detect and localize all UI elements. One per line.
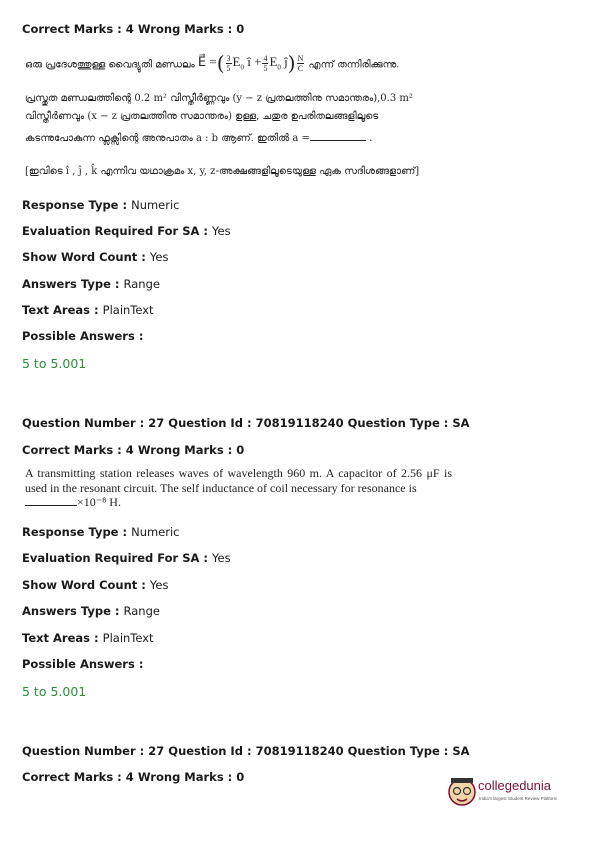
- question-type-value: SA: [452, 744, 470, 758]
- text-areas-line: [22, 303, 154, 317]
- electric-field-formula: E⃗ =( $\frac{3}{5}$ $E_0$ î + $\frac{4}{5}$ $E_0$ ĵ) $\frac{N}{C}$: [197, 51, 304, 76]
- wrong-marks-label: Wrong Marks :: [137, 22, 233, 36]
- evaluation-required-label: Evaluation Required For SA :: [22, 224, 209, 238]
- response-type-line: [22, 525, 180, 539]
- question-header-27: [22, 744, 470, 758]
- question-line-4-text: കടന്നുപോകുന്ന ഫ്ലക്സിന്റെ അനുപാതം a : b ആണ്. ഇതിൽ a =: [25, 133, 310, 144]
- response-type-label: Response Type :: [22, 525, 128, 539]
- evaluation-required-value: Yes: [212, 224, 231, 238]
- wrong-marks-label: Wrong Marks :: [137, 443, 233, 457]
- question-number-value: 27: [148, 744, 165, 758]
- answer-blank: [310, 130, 366, 141]
- question-line-2: പ്രസ്തുത മണ്ഡലത്തിന്റെ 0.2 m² വിസ്തീർണ്ണവും (y − z പ്രതലത്തിനു സമാന്തരം),0.3 m²: [25, 93, 413, 104]
- answers-type-value: Range: [123, 277, 160, 291]
- possible-answers-label: Possible Answers :: [22, 329, 144, 343]
- answers-type-line: [22, 277, 160, 291]
- question-type-label: Question Type :: [347, 416, 449, 430]
- answers-type-label: Answers Type :: [22, 277, 120, 291]
- possible-answers-value: 5 to 5.001: [22, 684, 87, 699]
- question-number-label: Question Number :: [22, 416, 145, 430]
- show-word-count-label: Show Word Count :: [22, 578, 146, 592]
- answers-type-line: [22, 604, 160, 618]
- show-word-count-line: [22, 250, 169, 264]
- question-id-label: Question Id :: [168, 416, 252, 430]
- marks-line-3: [22, 770, 244, 784]
- question-number-label: Question Number :: [22, 744, 145, 758]
- wrong-marks-value: 0: [236, 22, 245, 36]
- wrong-marks-label: Wrong Marks :: [137, 770, 233, 784]
- text-areas-label: Text Areas :: [22, 303, 99, 317]
- question-text-part-2: എന്ന് തന്നിരിക്കുന്നു.: [308, 59, 400, 71]
- question-header-27: [22, 416, 470, 430]
- question-text-part-1: ഒരു പ്രദേശത്തുള്ള വൈദ്യുതി മണ്ഡലം: [25, 59, 195, 71]
- question-number-value: 27: [148, 416, 165, 430]
- correct-marks-value: 4: [125, 770, 134, 784]
- evaluation-required-label: Evaluation Required For SA :: [22, 551, 209, 565]
- response-type-label: Response Type :: [22, 198, 128, 212]
- correct-marks-label: Correct Marks :: [22, 22, 122, 36]
- evaluation-required-value: Yes: [212, 551, 231, 565]
- question-line-3: വിസ്തീർണവും (x − z പ്രതലത്തിനു സമാന്തരം) ഉള്ള, ചതുര ഉപരിതലങ്ങളിലൂടെ: [25, 111, 379, 122]
- marks-line-1: [22, 22, 244, 36]
- question-line-1: [25, 44, 399, 80]
- answer-blank: [25, 495, 77, 506]
- correct-marks-label: Correct Marks :: [22, 770, 122, 784]
- text-areas-line: [22, 631, 154, 645]
- question-id-value: 70819118240: [255, 744, 344, 758]
- wrong-marks-value: 0: [236, 443, 245, 457]
- show-word-count-label: Show Word Count :: [22, 250, 146, 264]
- evaluation-required-line: [22, 224, 231, 238]
- text-areas-value: PlainText: [102, 631, 154, 645]
- text-areas-value: PlainText: [102, 303, 154, 317]
- wrong-marks-value: 0: [236, 770, 245, 784]
- evaluation-required-line: [22, 551, 231, 565]
- question-note: [ഇവിടെ î , ĵ , k̂ എന്നിവ യഥാക്രമം x, y, z-അക്ഷങ്ങളിലൂടെയുള്ള ഏക സദിശങ്ങളാണ്]: [25, 166, 420, 177]
- correct-marks-value: 4: [125, 22, 134, 36]
- answers-type-value: Range: [123, 604, 160, 618]
- question-id-value: 70819118240: [255, 416, 344, 430]
- response-type-value: Numeric: [131, 525, 180, 539]
- correct-marks-label: Correct Marks :: [22, 443, 122, 457]
- text-areas-label: Text Areas :: [22, 631, 99, 645]
- question-type-label: Question Type :: [347, 744, 449, 758]
- question-tail: ×10⁻⁸ H.: [77, 495, 121, 509]
- correct-marks-value: 4: [125, 443, 134, 457]
- possible-answers-label: Possible Answers :: [22, 657, 144, 671]
- question-type-value: SA: [452, 416, 470, 430]
- answers-type-label: Answers Type :: [22, 604, 120, 618]
- show-word-count-value: Yes: [149, 250, 169, 264]
- question-id-label: Question Id :: [168, 744, 252, 758]
- show-word-count-line: [22, 578, 169, 592]
- marks-line-2: [22, 443, 244, 457]
- response-type-line: [22, 198, 180, 212]
- question-line-4: കടന്നുപോകുന്ന ഫ്ലക്സിന്റെ അനുപാതം a : b ആണ്. ഇതിൽ a = .: [25, 130, 372, 144]
- show-word-count-value: Yes: [149, 578, 169, 592]
- question-text-english: [25, 466, 452, 510]
- response-type-value: Numeric: [131, 198, 180, 212]
- possible-answers-value: 5 to 5.001: [22, 356, 87, 371]
- logo-wordmark: collegedunia: [478, 778, 552, 793]
- logo-tagline: India's largest Student Review Platform: [479, 796, 558, 801]
- question-body: A transmitting station releases waves of wavelength 960 m. A capacitor of 2.56 μF is used in the resonant circuit. The self inductance of coil necessary for resonance is: [25, 466, 452, 495]
